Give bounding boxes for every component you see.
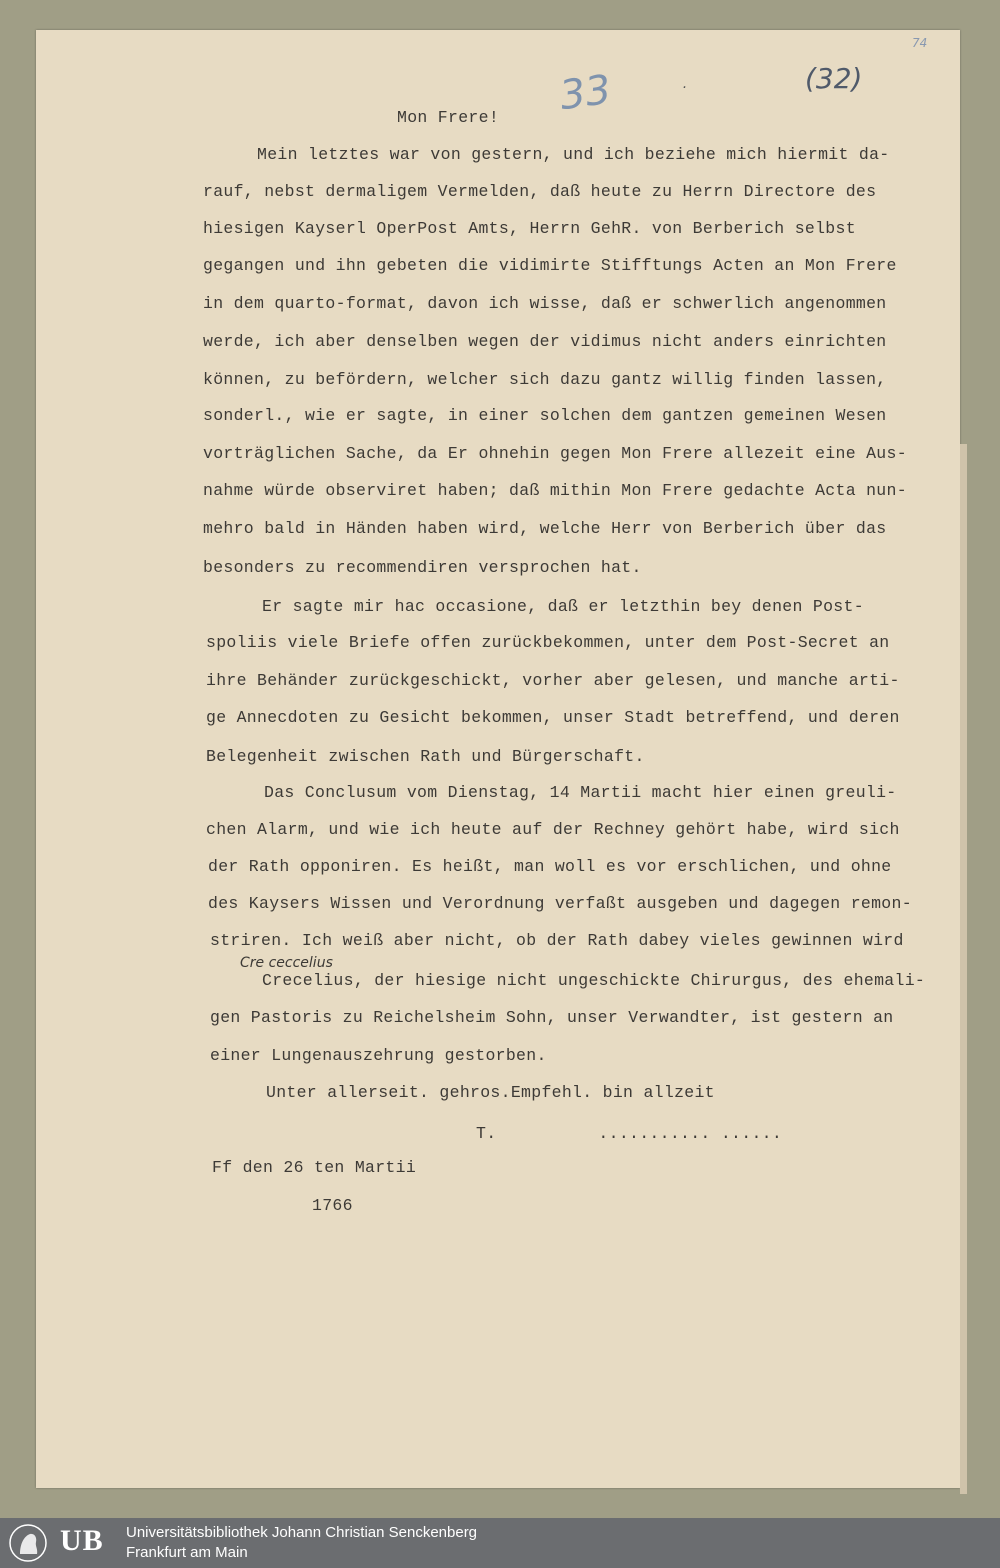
letter-salutation: Mon Frere!: [397, 108, 500, 127]
letter-line: T. ........... ......: [476, 1124, 783, 1143]
page-edge: [960, 444, 967, 1494]
footer-bar: [0, 1518, 1000, 1568]
letter-line: Belegenheit zwischen Rath und Bürgerschaft.: [206, 747, 645, 766]
letter-line: werde, ich aber denselben wegen der vidimus nicht anders einrichten: [203, 332, 887, 351]
letter-line: vorträglichen Sache, da Er ohnehin gegen Mon Frere allezeit eine Aus-: [203, 444, 907, 463]
letter-line: 1766: [312, 1196, 353, 1215]
letter-line: können, zu befördern, welcher sich dazu gantz willig finden lassen,: [203, 370, 887, 389]
letter-line: chen Alarm, und wie ich heute auf der Rechney gehört habe, wird sich: [206, 820, 900, 839]
letter-line: Das Conclusum vom Dienstag, 14 Martii macht hier einen greuli-: [264, 783, 897, 802]
letter-line: besonders zu recommendiren versprochen hat.: [203, 558, 642, 577]
letter-line: Ff den 26 ten Martii: [212, 1158, 417, 1177]
folio-number-corner: 74: [912, 36, 928, 50]
logo-text: UB: [60, 1524, 104, 1557]
letter-line: Crecelius, der hiesige nicht ungeschickte Chirurgus, des ehemali-: [262, 971, 926, 990]
letter-line: einer Lungenauszehrung gestorben.: [210, 1046, 547, 1065]
letter-line: sonderl., wie er sagte, in einer solchen dem gantzen gemeinen Wesen: [203, 406, 887, 425]
letter-line: der Rath opponiren. Es heißt, man woll es vor erschlichen, und ohne: [208, 857, 892, 876]
letter-line: des Kaysers Wissen und Verordnung verfaßt ausgeben und dagegen remon-: [208, 894, 912, 913]
letter-line: striren. Ich weiß aber nicht, ob der Rath dabey vieles gewinnen wird: [210, 931, 904, 950]
letter-line: spoliis viele Briefe offen zurückbekommen, unter dem Post-Secret an: [206, 633, 890, 652]
letter-line: gen Pastoris zu Reichelsheim Sohn, unser Verwandter, ist gestern an: [210, 1008, 894, 1027]
letter-line: ihre Behänder zurückgeschickt, vorher aber gelesen, und manche arti-: [206, 671, 900, 690]
letter-line: Er sagte mir hac occasione, daß er letzthin bey denen Post-: [262, 597, 864, 616]
letter-line: in dem quarto-format, davon ich wisse, daß er schwerlich angenommen: [203, 294, 887, 313]
folio-number-bracketed: (32): [805, 62, 863, 95]
institution-name: Universitätsbibliothek Johann Christian Senckenberg: [126, 1524, 478, 1541]
letter-line: mehro bald in Händen haben wird, welche Herr von Berberich über das: [203, 519, 887, 538]
letter-line: Mein letztes war von gestern, und ich beziehe mich hiermit da-: [257, 145, 890, 164]
letter-line: gegangen und ihn gebeten die vidimirte Stifftungs Acten an Mon Frere: [203, 256, 897, 275]
letter-line: ge Annecdoten zu Gesicht bekommen, unser Stadt betreffend, und deren: [206, 708, 900, 727]
letter-line: nahme würde observiret haben; daß mithin Mon Frere gedachte Acta nun-: [203, 481, 907, 500]
handwritten-insertion: Cre ceccelius: [240, 955, 333, 971]
institution-city: Frankfurt am Main: [126, 1544, 248, 1561]
ink-dot: ·: [682, 80, 687, 96]
letter-line: hiesigen Kayserl OperPost Amts, Herrn GehR. von Berberich selbst: [203, 219, 856, 238]
folio-number-large: 33: [557, 66, 614, 120]
letter-line: Unter allerseit. gehros.Empfehl. bin allzeit: [266, 1083, 715, 1102]
letter-line: rauf, nebst dermaligem Vermelden, daß heute zu Herrn Directore des: [203, 182, 877, 201]
